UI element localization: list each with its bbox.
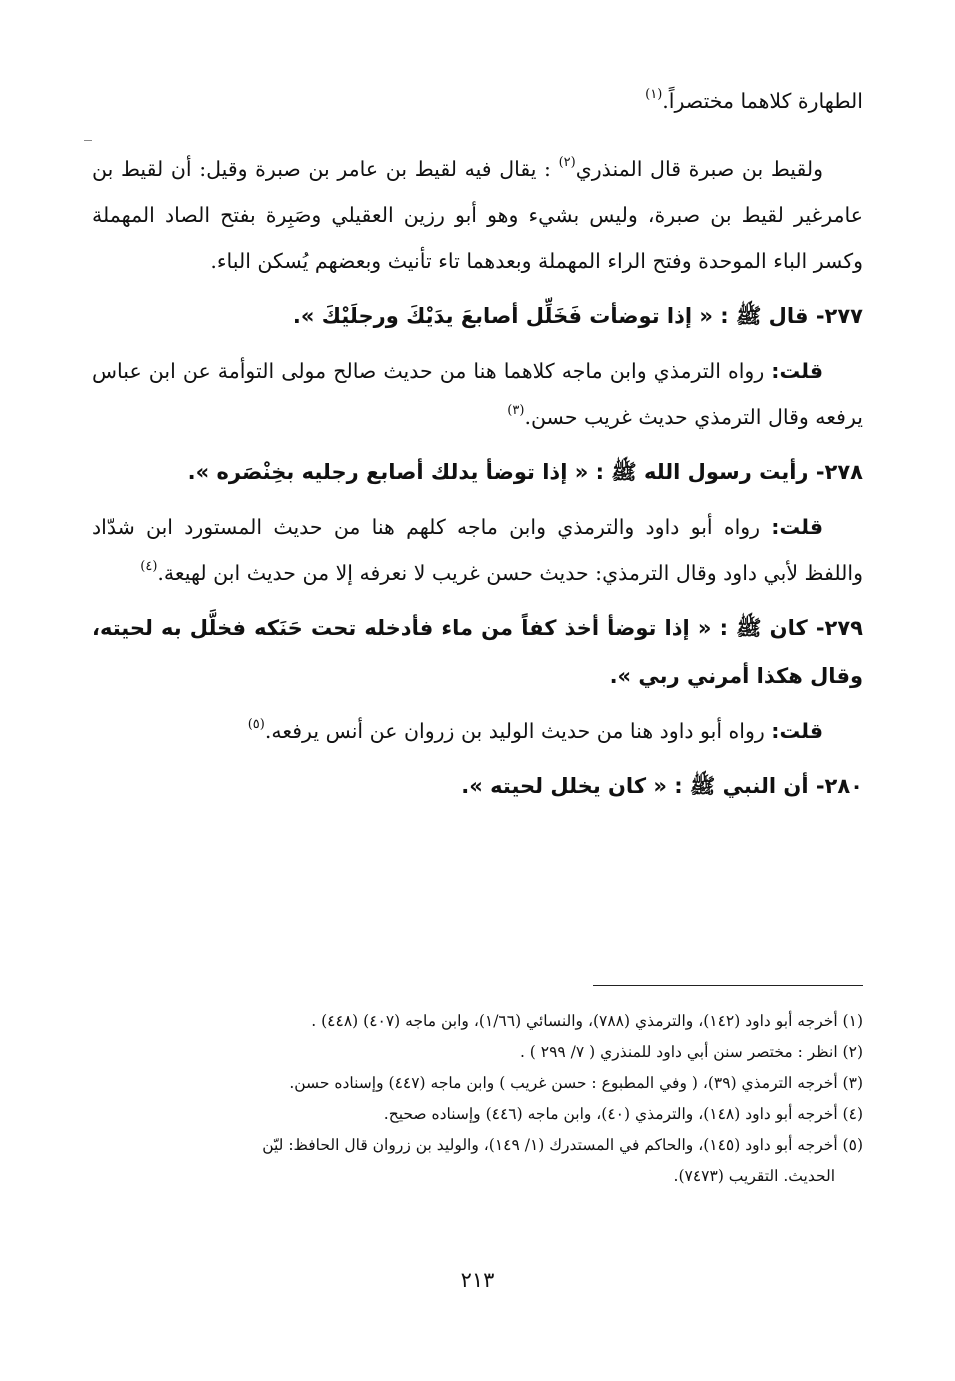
footnotes [92, 1006, 863, 1192]
footnote-ref-2[interactable]: (٢) [558, 155, 576, 170]
page-body [92, 78, 863, 810]
footnote-ref-4[interactable]: (٤) [140, 559, 158, 574]
commentary-text: رواه أبو داود هنا من حديث الوليد بن زروان عن أنس يرفعه. [264, 719, 772, 743]
paragraph-laqit [92, 146, 863, 284]
commentary-278 [92, 504, 863, 596]
hadith-heading-278: ٢٧٨- رأيت رسول الله ﷺ : « إذا توضأ يدلك أصابع رجليه بخِنْصَره ». [187, 460, 863, 484]
footnote-ref-3[interactable]: (٣) [507, 403, 525, 418]
footnote-5: (٥) أخرجه أبو داود (١٤٥)، والحاكم في المستدرك (١/ ١٤٩)، والوليد بن زروان قال الحافظ: ليّن [262, 1136, 863, 1154]
qult-label: قلت: [771, 515, 823, 539]
page-number: ٢١٣ [460, 1268, 495, 1292]
footnote-3: (٣) أخرجه الترمذي (٣٩)، ( وفي المطبوع : حسن غريب ) وابن ماجه (٤٤٧) وإسناده حسن. [289, 1074, 863, 1092]
qult-label: قلت: [771, 359, 823, 383]
commentary-279 [92, 708, 863, 754]
margin-mark [84, 140, 92, 141]
footnote-ref-5[interactable]: (٥) [247, 717, 265, 732]
footnote-2: (٢) انظر : مختصر سنن أبي داود للمنذري ( ٧/ ٢٩٩ ) . [519, 1043, 863, 1061]
qult-label: قلت: [771, 719, 823, 743]
commentary-277 [92, 348, 863, 440]
footnote-4: (٤) أخرجه أبو داود (١٤٨)، والترمذي (٤٠)، وابن ماجه (٤٤٦) وإسناده صحيح. [383, 1105, 863, 1123]
footnote-separator [593, 985, 863, 986]
paragraph-text: الطهارة كلاهما مختصراً. [662, 89, 863, 113]
footnote-1: (١) أخرجه أبو داود (١٤٢)، والترمذي (٧٨٨)، والنسائي (١/٦٦)، وابن ماجه (٤٠٧) (٤٤٨) . [311, 1012, 863, 1030]
footnote-ref-1[interactable]: (١) [645, 87, 663, 102]
hadith-heading-280: ٢٨٠- أن النبي ﷺ : « كان يخلل لحيته ». [461, 774, 863, 798]
paragraph-continuation [92, 78, 863, 124]
commentary-text: رواه أبو داود والترمذي وابن ماجه كلهم هنا من حديث المستورد ابن شدّاد واللفظ لأبي داود وقال الترمذي: حديث حسن غريب لا نعرفه إلا من حديث ابن لهيعة. [92, 515, 863, 585]
commentary-text: رواه الترمذي وابن ماجه كلاهما هنا من حديث صالح مولى التوأمة عن ابن عباس يرفعه وقال الترمذي حديث غريب حسن. [92, 359, 863, 429]
footnote-5-continuation: الحديث. التقريب (٧٤٧٣). [673, 1167, 835, 1185]
paragraph-text: : يقال فيه لقيط بن عامر بن صبرة وقيل: أن لقيط بن عامرغير لقيط بن صبرة، وليس بشيء وهو أبو رزين العقيلي وصَبِرة بفتح الصاد المهملة وكسر الباء الموحدة وفتح الراء المهملة وبعدهما تاء تأنيث وبعضهم يُسكن الباء. [92, 157, 863, 273]
paragraph-text: ولقيط بن صبرة قال المنذري [575, 157, 823, 181]
hadith-heading-277: ٢٧٧- قال ﷺ : « إذا توضأت فَخَلِّل أصابعَ يدَيْكَ ورجلَيْكَ ». [292, 304, 863, 328]
hadith-heading-279: ٢٧٩- كان ﷺ : « إذا توضأ أخذ كفاً من ماء فأدخله تحت حَنَكه فخلَّل به لحيته، وقال هكذا أمرني ربي ». [92, 616, 863, 688]
